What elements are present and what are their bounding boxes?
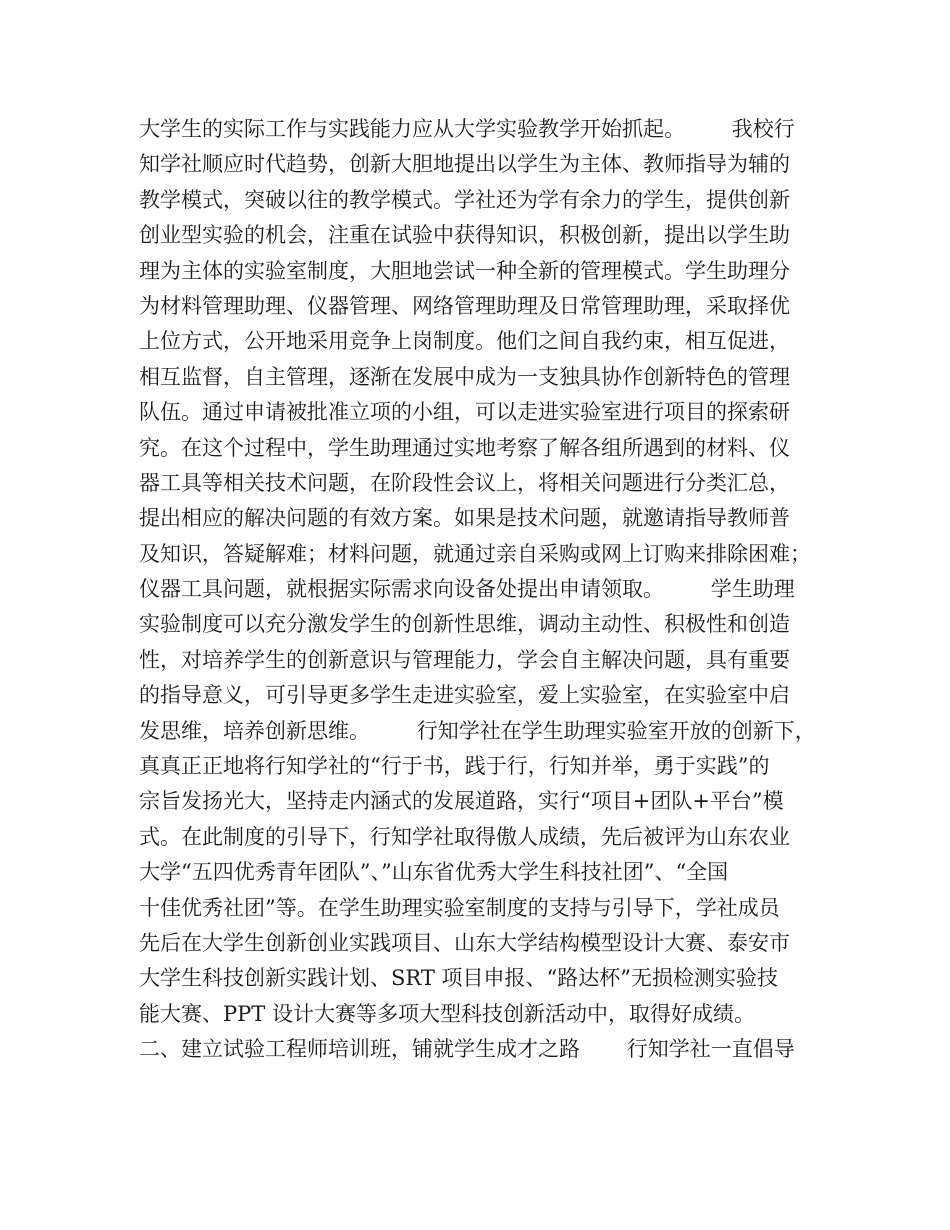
text-line-15: 实验制度可以充分激发学生的创新性思维，调动主动性、积极性和创造 bbox=[139, 612, 790, 637]
text-line-4: 创业型实验的机会，注重在试验中获得知识，积极创新，提出以学生助 bbox=[139, 223, 790, 248]
text-line-3: 教学模式，突破以往的教学模式。学社还为学有余力的学生，提供创新 bbox=[139, 187, 790, 212]
text-line-13: 及知识，答疑解难；材料问题，就通过亲自采购或网上订购来排除困难； bbox=[139, 541, 811, 566]
text-line-12: 提出相应的解决问题的有效方案。如果是技术问题，就邀请指导教师普 bbox=[139, 506, 790, 531]
text-line-14: 仪器工具问题，就根据实际需求向设备处提出申请领取。 学生助理 bbox=[139, 577, 795, 602]
text-line-16: 性，对培养学生的创新意识与管理能力，学会自主解决问题，具有重要 bbox=[139, 647, 790, 672]
text-line-19: 真真正正地将行知学社的“行于书，践于行，行知并举，勇于实践”的 bbox=[139, 754, 770, 779]
text-line-27: 二、建立试验工程师培训班，铺就学生成才之路 行知学社一直倡导 bbox=[139, 1037, 795, 1062]
text-line-23: 十佳优秀社团”等。在学生助理实验室制度的支持与引导下，学社成员 bbox=[139, 895, 780, 920]
text-line-26: 能大赛、PPT 设计大赛等多项大型科技创新活动中，取得好成绩。 bbox=[139, 1001, 755, 1026]
text-line-20: 宗旨发扬光大，坚持走内涵式的发展道路，实行“项目+团队+平台”模 bbox=[139, 789, 784, 814]
text-line-11: 器工具等相关技术问题，在阶段性会议上，将相关问题进行分类汇总， bbox=[139, 470, 790, 495]
text-line-25: 大学生科技创新实践计划、SRT 项目申报、“路达杯”无损检测实验技 bbox=[139, 966, 778, 991]
text-line-2: 知学社顺应时代趋势，创新大胆地提出以学生为主体、教师指导为辅的 bbox=[139, 152, 790, 177]
text-line-1: 大学生的实际工作与实践能力应从大学实验教学开始抓起。 我校行 bbox=[139, 117, 795, 141]
text-line-18: 发思维，培养创新思维。 行知学社在学生助理实验室开放的创新下， bbox=[139, 718, 816, 743]
body-text bbox=[139, 112, 829, 1068]
text-line-24: 先后在大学生创新创业实践项目、山东大学结构模型设计大赛、泰安市 bbox=[139, 930, 790, 955]
text-line-5: 理为主体的实验室制度，大胆地尝试一种全新的管理模式。学生助理分 bbox=[139, 258, 790, 283]
text-line-6: 为材料管理助理、仪器管理、网络管理助理及日常管理助理，采取择优 bbox=[139, 293, 790, 318]
text-line-17: 的指导意义，可引导更多学生走进实验室，爱上实验室，在实验室中启 bbox=[139, 683, 790, 708]
text-line-21: 式。在此制度的引导下，行知学社取得傲人成绩，先后被评为山东农业 bbox=[139, 824, 790, 849]
text-line-7: 上位方式，公开地采用竞争上岗制度。他们之间自我约束，相互促进， bbox=[139, 329, 790, 354]
text-line-22: 大学“五四优秀青年团队”、”山东省优秀大学生科技社团”、“全国 bbox=[139, 860, 729, 885]
text-line-9: 队伍。通过申请被批准立项的小组，可以走进实验室进行项目的探索研 bbox=[139, 400, 790, 425]
text-line-8: 相互监督，自主管理，逐渐在发展中成为一支独具协作创新特色的管理 bbox=[139, 364, 790, 389]
text-line-10: 究。在这个过程中，学生助理通过实地考察了解各组所遇到的材料、仪 bbox=[139, 435, 790, 460]
